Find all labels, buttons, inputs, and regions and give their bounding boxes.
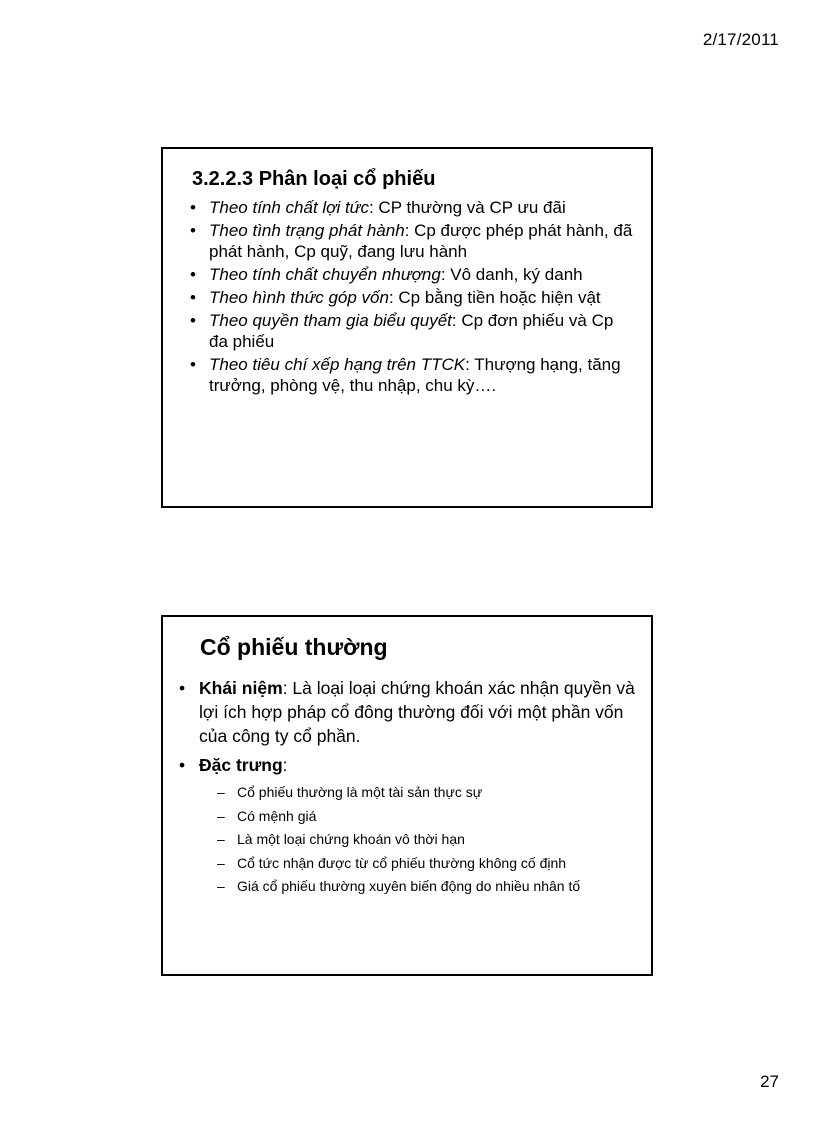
- slide-common-stock: [161, 615, 653, 976]
- item-term: Theo tính chất lợi tức: [209, 198, 369, 217]
- concept-term: Khái niệm: [199, 678, 283, 698]
- list-item: [189, 264, 634, 285]
- dash-icon: –: [217, 854, 225, 871]
- dash-icon: –: [217, 807, 225, 824]
- list-item: [189, 220, 634, 262]
- sublist-item: [217, 828, 639, 852]
- bullet-icon: •: [190, 198, 196, 217]
- item-text: : Cp bằng tiền hoặc hiện vật: [388, 288, 601, 307]
- sublist-item: [217, 875, 639, 899]
- bullet-icon: •: [179, 678, 186, 698]
- bullet-icon: •: [190, 311, 196, 330]
- list-item: [189, 197, 634, 218]
- item-text: : Cp được phép phát hành, đã phát hành, Cp quỹ, đang lưu hành: [209, 221, 633, 261]
- item-term: Theo tình trạng phát hành: [209, 221, 405, 240]
- classification-list: [189, 197, 634, 398]
- features-item: [177, 753, 639, 899]
- sublist-item: [217, 781, 639, 805]
- sublist-item: [217, 852, 639, 876]
- page-number: 27: [760, 1072, 779, 1091]
- bullet-icon: •: [190, 221, 196, 240]
- features-term: Đặc trưng: [199, 755, 283, 775]
- sublist-text: Có mệnh giá: [237, 807, 317, 824]
- item-text: : Vô danh, ký danh: [440, 265, 583, 284]
- concept-text: : Là loại loại chứng khoán xác nhận quyền và lợi ích hợp pháp cổ đông thường đối với một phần vốn của công ty cổ phần.: [199, 678, 635, 746]
- item-text: : Thượng hạng, tăng trưởng, phòng vệ, thu nhập, chu kỳ….: [209, 355, 621, 395]
- slide-title: Cổ phiếu thường: [200, 634, 388, 660]
- slide-stock-classification: [161, 147, 653, 508]
- page-date: 2/17/2011: [702, 30, 779, 49]
- sublist-text: Cổ tức nhận được từ cổ phiếu thường không cố định: [237, 854, 567, 871]
- dash-icon: –: [217, 831, 225, 847]
- item-term: Theo tính chất chuyển nhượng: [209, 265, 441, 284]
- dash-icon: –: [217, 784, 225, 800]
- item-term: Theo quyền tham gia biểu quyết: [209, 311, 452, 330]
- concept-item: [177, 676, 639, 748]
- bullet-icon: •: [179, 755, 186, 775]
- list-item: [189, 354, 634, 396]
- features-sublist: [199, 781, 639, 899]
- common-stock-list: [177, 676, 639, 904]
- bullet-icon: •: [190, 265, 196, 284]
- features-text: :: [282, 755, 288, 775]
- item-text: : CP thường và CP ưu đãi: [368, 198, 566, 217]
- slide-title: 3.2.2.3 Phân loại cổ phiếu: [192, 168, 436, 190]
- sublist-item: [217, 805, 639, 829]
- item-text: : Cp đơn phiếu và Cp đa phiếu: [209, 311, 614, 351]
- bullet-icon: •: [190, 288, 196, 307]
- bullet-icon: •: [190, 355, 196, 374]
- list-item: [189, 287, 634, 308]
- sublist-text: Là một loại chứng khoán vô thời hạn: [237, 831, 465, 847]
- item-term: Theo hình thức góp vốn: [209, 288, 389, 307]
- item-term: Theo tiêu chí xếp hạng trên TTCK: [209, 355, 466, 374]
- dash-icon: –: [217, 878, 225, 894]
- sublist-text: Giá cổ phiếu thường xuyên biến động do nhiều nhân tố: [237, 878, 581, 894]
- list-item: [189, 310, 634, 352]
- sublist-text: Cổ phiếu thường là một tài sản thực sự: [237, 784, 483, 800]
